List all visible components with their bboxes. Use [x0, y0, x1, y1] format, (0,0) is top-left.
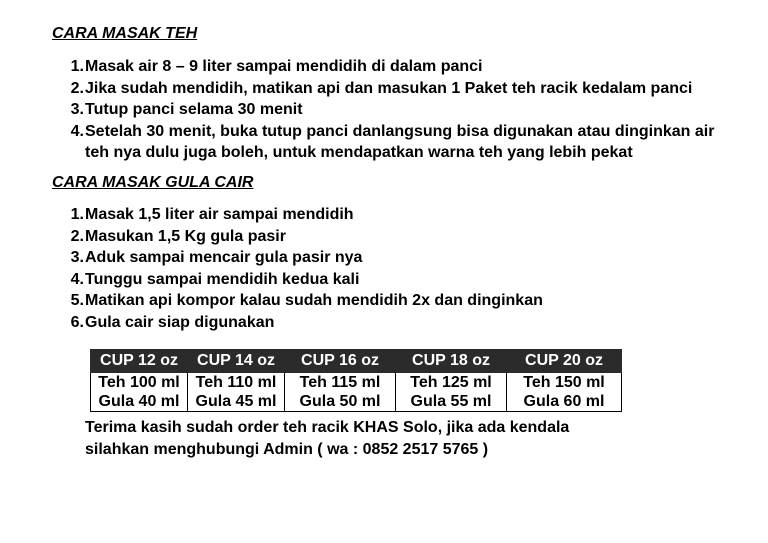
tea-amount: Teh 110 ml [195, 374, 277, 391]
sugar-amount: Gula 50 ml [299, 393, 381, 410]
table-header-cell: CUP 18 oz [396, 350, 507, 373]
tea-amount: Teh 150 ml [523, 374, 605, 391]
list-item [52, 290, 732, 312]
tea-steps-list [52, 56, 732, 164]
step-text: Matikan api kompor kalau sudah mendidih 2x dan dinginkan [85, 292, 543, 310]
table-cell [396, 373, 507, 412]
table-cell [91, 373, 188, 412]
step-text: Setelah 30 menit, buka tutup panci danlangsung bisa digunakan atau dinginkan air teh nya dulu juga boleh, untuk mendapatkan warna teh yang lebih pekat [85, 122, 715, 162]
tea-amount: Teh 100 ml [98, 374, 180, 391]
list-item [52, 312, 732, 334]
step-number: 6. [70, 313, 84, 331]
table-cell [188, 373, 285, 412]
step-number: 3. [70, 249, 84, 267]
step-text: Masak air 8 – 9 liter sampai mendidih di dalam panci [85, 58, 483, 75]
sugar-section-title: CARA MASAK GULA CAIR [52, 174, 254, 191]
list-item [52, 121, 732, 164]
step-number: 1. [70, 58, 84, 75]
tea-amount: Teh 125 ml [410, 374, 492, 391]
sugar-amount: Gula 60 ml [523, 393, 605, 410]
tea-section-title: CARA MASAK TEH [52, 25, 198, 42]
step-text: Gula cair siap digunakan [85, 313, 275, 331]
step-text: Jika sudah mendidih, matikan api dan masukan 1 Paket teh racik kedalam panci [85, 79, 693, 97]
list-item [52, 269, 732, 291]
step-text: Aduk sampai mencair gula pasir nya [85, 249, 363, 267]
step-number: 2. [70, 227, 84, 245]
table-cell [507, 373, 622, 412]
step-number: 3. [70, 101, 84, 119]
step-number: 2. [70, 79, 84, 97]
list-item [52, 204, 732, 226]
step-text: Masak 1,5 liter air sampai mendidih [85, 206, 354, 223]
table-header-cell: CUP 14 oz [188, 350, 285, 373]
list-item [52, 78, 732, 100]
table-header-cell: CUP 16 oz [285, 350, 396, 373]
step-number: 1. [70, 206, 84, 223]
footer-line: silahkan menghubungi Admin ( wa : 0852 2517 5765 ) [85, 441, 489, 458]
table-row [91, 373, 622, 412]
footer-note [85, 417, 705, 461]
table-header-cell: CUP 12 oz [91, 350, 188, 373]
sugar-amount: Gula 55 ml [410, 393, 492, 410]
footer-line: Terima kasih sudah order teh racik KHAS Solo, jika ada kendala [85, 419, 570, 436]
step-text: Tutup panci selama 30 menit [85, 101, 303, 119]
step-text: Tunggu sampai mendidih kedua kali [85, 270, 360, 288]
step-number: 4. [70, 122, 84, 140]
table-header-row [91, 350, 622, 373]
tea-amount: Teh 115 ml [299, 374, 381, 391]
sugar-steps-list [52, 204, 732, 334]
sugar-amount: Gula 40 ml [98, 393, 180, 410]
step-number: 4. [70, 270, 84, 288]
table-cell [285, 373, 396, 412]
step-number: 5. [70, 292, 84, 310]
sugar-amount: Gula 45 ml [195, 393, 277, 410]
list-item [52, 99, 732, 121]
table-header-cell: CUP 20 oz [507, 350, 622, 373]
list-item [52, 247, 732, 269]
cup-size-table [90, 349, 622, 412]
list-item [52, 226, 732, 248]
list-item [52, 56, 732, 78]
step-text: Masukan 1,5 Kg gula pasir [85, 227, 286, 245]
